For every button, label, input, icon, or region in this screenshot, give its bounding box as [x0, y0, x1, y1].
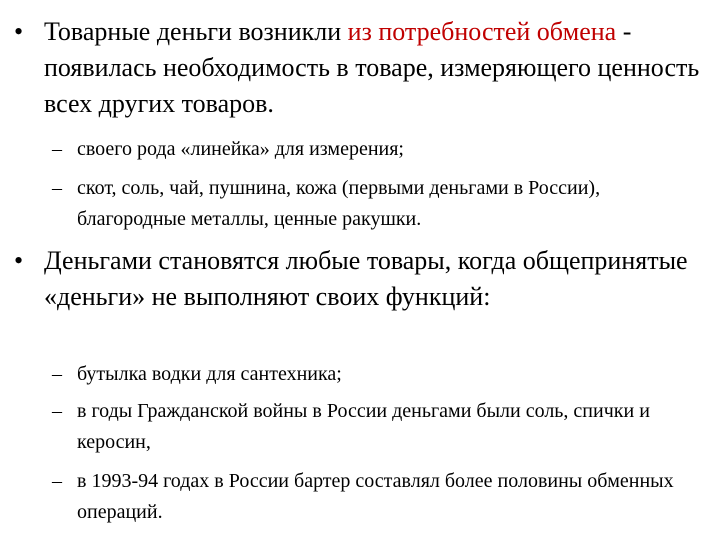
highlighted-phrase: из потребностей обмена [347, 17, 617, 46]
sub-item-vodka [52, 359, 702, 390]
bullet-money-origin [14, 14, 704, 122]
sub-marker: – [52, 138, 62, 160]
sub-marker: – [52, 400, 62, 422]
sub-item-civil-war [52, 396, 702, 458]
sub-item-text: своего рода «линейка» для измерения; [77, 138, 404, 160]
sub-marker: – [52, 363, 62, 385]
sub-item-text: в 1993-94 годах в России бартер составлял более половины обменных операций. [77, 470, 674, 523]
bullet-marker: • [14, 246, 24, 275]
bullet-text: Деньгами становятся любые товары, когда общепринятые «деньги» не выполняют своих функций: [44, 246, 688, 311]
sub-item-text: скот, соль, чай, пушнина, кожа (первыми деньгами в России), благородные металлы, ценные ракушки. [77, 177, 601, 230]
sub-marker: – [52, 177, 62, 199]
bullet-any-goods [14, 243, 704, 315]
sub-item-text: бутылка водки для сантехника; [77, 363, 342, 385]
bullet-text-end: - появилась необходимость в товаре, измеряющего ценность всех других товаров. [44, 17, 700, 118]
bullet-text [44, 14, 704, 122]
sub-item-goods [52, 173, 702, 235]
sub-item-ruler [52, 134, 702, 165]
sub-item-barter [52, 466, 702, 528]
sub-marker: – [52, 470, 62, 492]
bullet-marker: • [14, 17, 24, 46]
bullet-text-start: Товарные деньги возникли [44, 17, 348, 46]
sub-item-text: в годы Гражданской войны в России деньгами были соль, спички и керосин, [77, 400, 650, 453]
